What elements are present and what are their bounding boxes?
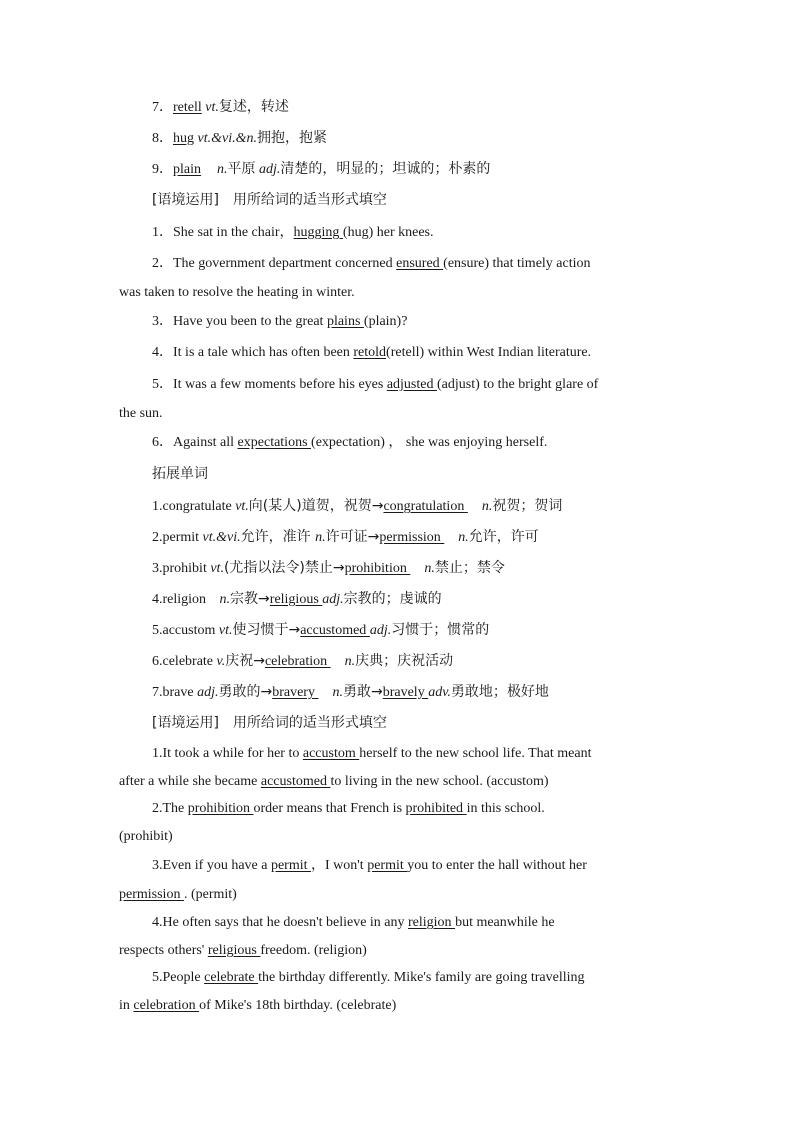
sentence-text: the birthday differently. Mike's family are going travelling xyxy=(258,970,585,985)
item-number: 9． xyxy=(152,162,173,177)
answer-blank: religion xyxy=(408,915,456,930)
sentence-text: 5．It was a few moments before his eyes xyxy=(152,377,387,392)
answer-blank: prohibition xyxy=(187,801,254,816)
exercise-sentence-6 xyxy=(152,433,547,453)
answer-blank: permission xyxy=(119,887,184,902)
exercise-sentence-3 xyxy=(152,312,407,332)
exercise-q2 xyxy=(152,799,545,819)
exercise-sentence-2-cont: was taken to resolve the heating in winter. xyxy=(119,285,355,300)
ext-meaning: 向(某人)道贺，祝贺→ xyxy=(248,498,384,514)
sentence-text: freedom. (religion) xyxy=(260,943,367,958)
exercise-sentence-4 xyxy=(152,343,591,363)
ext-meaning: 使习惯于→ xyxy=(232,622,301,638)
ext-meaning: 庆祝→ xyxy=(225,653,265,669)
part-of-speech: n. xyxy=(458,530,469,545)
sentence-text: order means that French is xyxy=(253,801,406,816)
ext-meaning: 祝贺；贺词 xyxy=(492,498,563,514)
answer-blank: permit xyxy=(270,858,312,873)
vocab-word: hug xyxy=(173,131,194,146)
ext-word-3 xyxy=(152,558,505,578)
answer-blank: hugging xyxy=(293,225,343,240)
answer-blank: expectations xyxy=(237,435,312,450)
section-title-extended-words: 拓展单词 xyxy=(152,466,208,482)
sentence-text: in this school. xyxy=(466,801,545,816)
part-of-speech: vt.&vi. xyxy=(202,530,241,545)
vocab-meaning: 复述，转述 xyxy=(218,99,289,115)
part-of-speech: n. xyxy=(315,530,326,545)
part-of-speech: vt. xyxy=(235,499,249,514)
part-of-speech: n. xyxy=(217,162,228,177)
answer-blank: prohibited xyxy=(405,801,467,816)
ext-meaning: 宗教的；虔诚的 xyxy=(343,591,442,607)
vocab-meaning: 清楚的，明显的；坦诚的；朴素的 xyxy=(280,161,491,177)
answer-blank: accustomed xyxy=(300,623,370,638)
exercise-q4 xyxy=(152,913,555,933)
vocab-meaning: 拥抱，抱紧 xyxy=(257,130,327,146)
ext-word: 2.permit xyxy=(152,530,203,545)
ext-word: 4.religion xyxy=(152,592,210,607)
vocab-item-7 xyxy=(152,97,289,117)
ext-word: 7.brave xyxy=(152,685,198,700)
part-of-speech: adv. xyxy=(428,685,451,700)
part-of-speech: v. xyxy=(216,654,226,669)
ext-word: 1.congratulate xyxy=(152,499,236,514)
sentence-text: 4．It is a tale which has often been xyxy=(152,345,354,360)
answer-blank: religious xyxy=(269,592,323,607)
answer-blank: adjusted xyxy=(386,377,437,392)
sentence-text: 2．The government department concerned xyxy=(152,256,397,271)
sentence-text: (retell) within West Indian literature. xyxy=(386,345,592,360)
sentence-text: (ensure) that timely action xyxy=(443,256,591,271)
sentence-text: 1.It took a while for her to xyxy=(152,746,303,761)
part-of-speech: n. xyxy=(219,592,231,607)
section-header-context-usage: [语境运用] 用所给词的适当形式填空 xyxy=(152,192,387,208)
item-number: 8． xyxy=(152,131,173,146)
sentence-text: after a while she became xyxy=(119,774,261,789)
part-of-speech: adj. xyxy=(369,623,392,638)
vocab-word: plain xyxy=(173,162,201,177)
sentence-text: (adjust) to the bright glare of xyxy=(436,377,599,392)
answer-blank: permission xyxy=(379,530,445,545)
answer-blank: permit xyxy=(367,858,408,873)
ext-word-1 xyxy=(152,496,562,516)
answer-blank: prohibition xyxy=(344,561,411,576)
ext-meaning: 习惯于；惯常的 xyxy=(391,622,490,638)
sentence-text: herself to the new school life. That meant xyxy=(359,746,592,761)
part-of-speech: n. xyxy=(332,685,343,700)
part-of-speech: vt. xyxy=(205,100,219,115)
sentence-text: ，I won't xyxy=(311,858,368,873)
ext-word-6 xyxy=(152,651,453,671)
exercise-sentence-5-cont: the sun. xyxy=(119,406,163,421)
ext-meaning: 勇敢的→ xyxy=(218,684,273,700)
part-of-speech: vt. xyxy=(218,623,233,638)
part-of-speech: n. xyxy=(344,654,356,669)
sentence-text: (hug) her knees. xyxy=(342,225,434,240)
exercise-q4-cont xyxy=(119,941,367,961)
ext-word-5 xyxy=(152,620,489,640)
sentence-text: . (permit) xyxy=(183,887,237,902)
exercise-sentence-1 xyxy=(152,223,434,243)
ext-meaning: (尤指以法令)禁止→ xyxy=(223,560,345,576)
section-header-context-usage-2: [语境运用] 用所给词的适当形式填空 xyxy=(152,715,387,731)
exercise-sentence-5 xyxy=(152,375,598,395)
answer-blank: plains xyxy=(326,314,364,329)
part-of-speech: n. xyxy=(424,561,435,576)
ext-word: 3.prohibit xyxy=(152,561,211,576)
part-of-speech: vt. xyxy=(210,561,224,576)
answer-blank: ensured xyxy=(396,256,444,271)
sentence-text: (expectation) ， she was enjoying herself. xyxy=(311,435,548,450)
ext-word: 5.accustom xyxy=(152,623,219,638)
answer-blank: accustom xyxy=(302,746,360,761)
exercise-q3 xyxy=(152,856,587,876)
sentence-text: but meanwhile he xyxy=(455,915,555,930)
sentence-text: 4.He often says that he doesn't believe in any xyxy=(152,915,409,930)
sentence-text: you to enter the hall without her xyxy=(407,858,587,873)
sentence-text: 3.Even if you have a xyxy=(152,858,271,873)
ext-meaning: 许可证→ xyxy=(325,529,380,545)
sentence-text: of Mike's 18th birthday. (celebrate) xyxy=(199,998,397,1013)
ext-meaning: 宗教→ xyxy=(230,591,270,607)
sentence-text: in xyxy=(119,998,134,1013)
exercise-q5 xyxy=(152,968,585,988)
part-of-speech: adj. xyxy=(197,685,219,700)
answer-blank: celebration xyxy=(264,654,331,669)
exercise-q1-cont xyxy=(119,772,549,792)
ext-meaning: 允许，准许 xyxy=(240,529,316,545)
ext-meaning: 勇敢→ xyxy=(342,684,383,700)
ext-meaning: 禁止；禁令 xyxy=(434,560,505,576)
sentence-text: 1．She sat in the chair， xyxy=(152,225,294,240)
sentence-text: 2.The xyxy=(152,801,188,816)
sentence-text: (plain)? xyxy=(363,314,408,329)
sentence-text: 5.People xyxy=(152,970,205,985)
vocab-item-8 xyxy=(152,128,327,148)
ext-meaning: 勇敢地；极好地 xyxy=(450,684,549,700)
sentence-text: respects others' xyxy=(119,943,208,958)
ext-word-7 xyxy=(152,682,549,702)
answer-blank: congratulation xyxy=(383,499,468,514)
answer-blank: accustomed xyxy=(260,774,331,789)
part-of-speech: vt.&vi.&n. xyxy=(197,131,257,146)
exercise-q5-cont xyxy=(119,996,396,1016)
answer-blank: bravely xyxy=(382,685,429,700)
sentence-text: to living in the new school. (accustom) xyxy=(330,774,549,789)
vocab-word: retell xyxy=(173,100,202,115)
answer-blank: religious xyxy=(207,943,261,958)
answer-blank: bravery xyxy=(272,685,319,700)
exercise-q3-cont xyxy=(119,885,237,905)
ext-word-4 xyxy=(152,589,442,609)
answer-blank: celebration xyxy=(133,998,200,1013)
part-of-speech: adj. xyxy=(322,592,344,607)
vocab-item-9 xyxy=(152,159,490,179)
ext-meaning: 允许，许可 xyxy=(468,529,539,545)
part-of-speech: n. xyxy=(481,499,493,514)
exercise-sentence-2 xyxy=(152,254,591,274)
answer-blank: retold xyxy=(353,345,387,360)
exercise-q2-cont: (prohibit) xyxy=(119,829,173,844)
ext-word: 6.celebrate xyxy=(152,654,217,669)
ext-meaning: 庆典；庆祝活动 xyxy=(355,653,454,669)
sentence-text: 3．Have you been to the great xyxy=(152,314,327,329)
item-number: 7． xyxy=(152,100,173,115)
part-of-speech: adj. xyxy=(259,162,281,177)
sentence-text: 6．Against all xyxy=(152,435,238,450)
answer-blank: celebrate xyxy=(204,970,259,985)
vocab-meaning: 平原 xyxy=(227,161,256,177)
ext-word-2 xyxy=(152,527,539,547)
exercise-q1 xyxy=(152,744,591,764)
